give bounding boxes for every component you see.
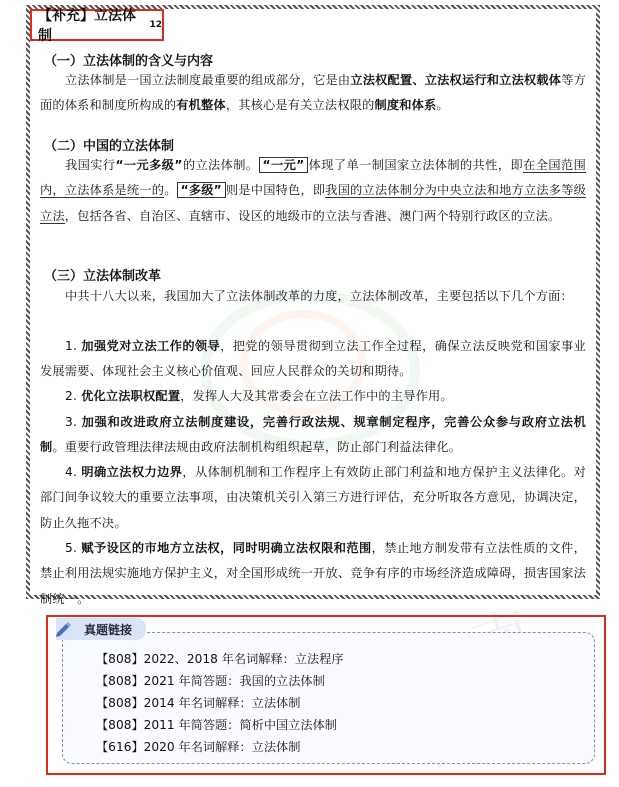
section-3-heading: （三）立法体制改革	[44, 269, 162, 284]
section-3-intro: 中共十八大以来，我国加大了立法体制改革的力度，立法体制改革，主要包括以下几个方面：	[65, 289, 573, 303]
reform-item-5: 5. 赋予设区的市地方立法权，同时明确立法权限和范围，禁止地方制发带有立法性质的文件，禁止利用法规实施地方保护主义，对全国形成统一开放、竞争有序的市场经济造成障碍，损害国家法制统一。	[40, 541, 586, 606]
section-1-paragraph: 立法体制是一国立法制度最重要的组成部分，它是由立法权配置、立法权运行和立法权载体等方面的体系和制度所构成的有机整体，其核心是有关立法权限的制度和体系。	[40, 73, 586, 113]
supplement-tag: 【补充】立法体制 12	[30, 9, 164, 41]
reform-item-1: 1. 加强党对立法工作的领导，把党的领导贯彻到立法工作全过程，确保立法反映党和国家事业发展需要、体现社会主义核心价值观、回应人民群众的关切和期待。	[40, 339, 586, 379]
exam-link-item[interactable]: 【808】2022、2018 年名词解释：立法程序	[96, 652, 344, 666]
reform-item-2: 2. 优化立法职权配置，发挥人大及其常委会在立法工作中的主导作用。	[65, 389, 453, 403]
exam-link-item[interactable]: 【808】2011 年简答题：简析中国立法体制	[96, 718, 337, 732]
section-2-heading: （二）中国的立法体制	[44, 139, 175, 154]
section-1-heading: （一）立法体制的含义与内容	[44, 54, 214, 69]
exam-link-item[interactable]: 【616】2020 年名词解释：立法体制	[96, 740, 301, 754]
reform-item-4: 4. 明确立法权力边界，从体制机制和工作程序上有效防止部门利益和地方保护主义法律化。对部门间争议较大的重要立法事项，由决策机关引入第三方进行评估，充分听取各方意见，协调决定，防止久拖不决。	[40, 465, 586, 530]
pen-icon	[54, 618, 74, 638]
exam-links-title: 真题链接	[56, 618, 146, 640]
exam-link-item[interactable]: 【808】2021 年简答题：我国的立法体制	[96, 674, 325, 688]
reform-item-3: 3. 加强和改进政府立法制度建设，完善行政法规、规章制定程序，完善公众参与政府立法机制。重要行政管理法律法规由政府法制机构组织起草，防止部门利益法律化。	[40, 415, 586, 455]
section-2-paragraph: 我国实行“一元多级”的立法体制。 “一元” 体现了单一制国家立法体制的共性，即在全国范围内，立法体系是统一的。 “多级” 则是中国特色，即我国的立法体制分为中央立法和地方立法多等级立法，包括各省、自治区、直辖市、设区的地级市的立法与香港、澳门两个特别行政区的立法。	[40, 158, 587, 223]
exam-link-item[interactable]: 【808】2014 年名词解释：立法体制	[96, 696, 301, 710]
